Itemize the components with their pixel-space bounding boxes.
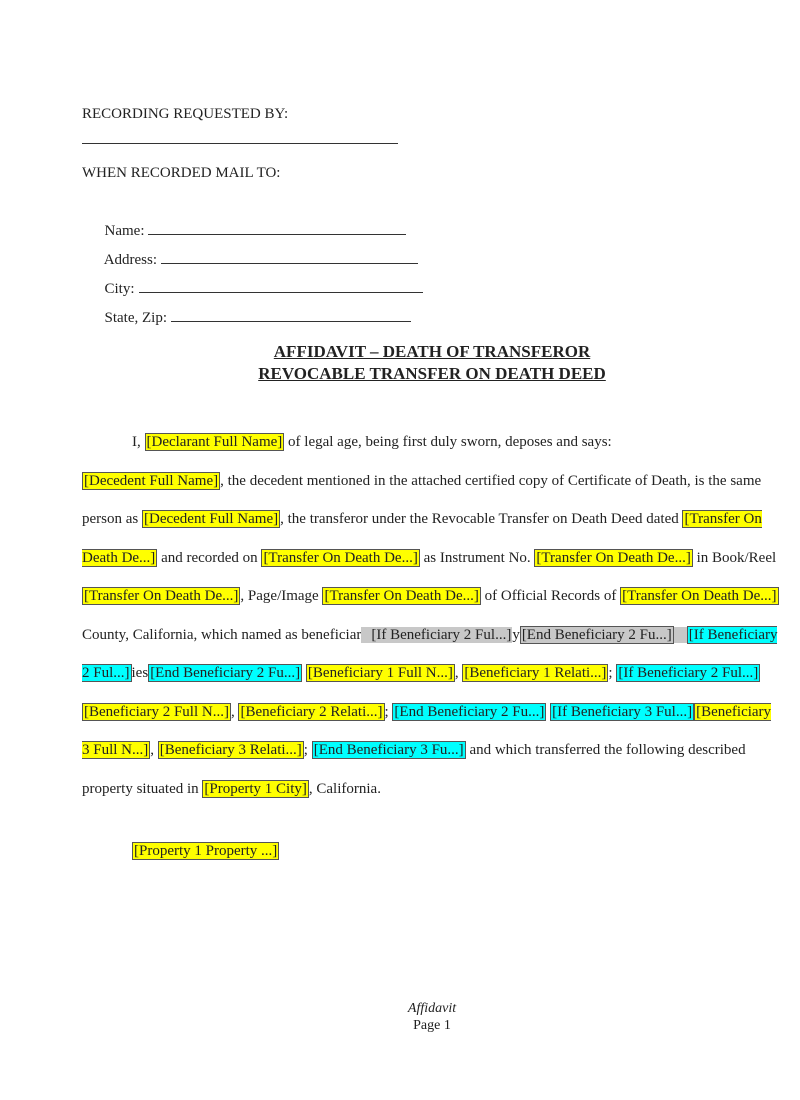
- recording-requested-blank: [82, 129, 398, 144]
- field-property-description[interactable]: [Property 1 Property ...]: [134, 843, 278, 859]
- recording-requested-label: RECORDING REQUESTED BY:: [82, 106, 289, 122]
- body-text: in Book/Reel: [692, 549, 777, 566]
- when-recorded-label: WHEN RECORDED MAIL TO:: [82, 165, 281, 181]
- field-tod-date[interactable]: [Transfer On Death De...]: [82, 511, 762, 566]
- body-text: and recorded on: [157, 549, 262, 566]
- state-zip-label: State, Zip:: [104, 310, 167, 326]
- document-title-line2: REVOCABLE TRANSFER ON DEATH DEED: [258, 364, 606, 383]
- body-text: ;: [608, 665, 617, 681]
- body-text: County, California, which named as beneficiar: [82, 626, 362, 643]
- body-text: of legal age, being first duly sworn, deposes and says:: [284, 434, 612, 450]
- field-end-beneficiary2[interactable]: [End Beneficiary 2 Fu...]: [394, 703, 545, 720]
- name-row: [82, 188, 423, 239]
- property-description: [132, 843, 279, 860]
- body-text: , Page/Image: [240, 588, 323, 604]
- field-beneficiary3-name[interactable]: [Beneficiary 3 Full N...]: [82, 703, 772, 758]
- field-if-beneficiary2[interactable]: [If Beneficiary 2 Ful...]: [618, 665, 759, 681]
- name-blank: [148, 220, 406, 235]
- field-end-beneficiary2[interactable]: [End Beneficiary 2 Fu...]: [150, 665, 301, 681]
- field-tod-instrument[interactable]: [Transfer On Death De...]: [536, 549, 691, 566]
- body-text: , California.: [308, 780, 381, 797]
- gray-spacer: [674, 627, 687, 643]
- field-property-city[interactable]: [Property 1 City]: [204, 780, 307, 797]
- affidavit-body: [82, 423, 782, 808]
- body-text: and which transferred the following described property situated in: [82, 742, 746, 797]
- field-if-beneficiary2-gray[interactable]: [If Beneficiary 2 Ful...]: [361, 627, 512, 643]
- body-text: ies: [131, 665, 149, 681]
- body-text: ;: [303, 742, 312, 758]
- field-if-beneficiary2[interactable]: [If Beneficiary 2 Ful...]: [82, 626, 778, 681]
- oath-paragraph: [82, 423, 782, 462]
- field-end-beneficiary3[interactable]: [End Beneficiary 3 Fu...]: [313, 742, 464, 758]
- field-end-beneficiary2-gray[interactable]: [End Beneficiary 2 Fu...]: [521, 626, 672, 643]
- body-text: y: [512, 626, 520, 643]
- document-title-line1: AFFIDAVIT – DEATH OF TRANSFEROR: [273, 342, 591, 361]
- field-beneficiary1-name[interactable]: [Beneficiary 1 Full N...]: [307, 665, 453, 681]
- body-text: , the transferor under the Revocable Transfer on Death Deed dated: [280, 511, 683, 527]
- address-blank: [161, 249, 418, 264]
- statement-paragraph: [82, 462, 782, 809]
- body-text: ,: [230, 703, 239, 720]
- field-beneficiary3-relation[interactable]: [Beneficiary 3 Relati...]: [159, 742, 302, 758]
- body-text: as Instrument No.: [419, 549, 535, 566]
- field-beneficiary2-relation[interactable]: [Beneficiary 2 Relati...]: [240, 703, 383, 720]
- footer-page-number: Page 1: [413, 1018, 451, 1033]
- body-text: I,: [132, 434, 145, 450]
- field-beneficiary2-name[interactable]: [Beneficiary 2 Full N...]: [84, 703, 229, 720]
- body-text: ,: [454, 665, 463, 681]
- state-zip-blank: [171, 307, 411, 322]
- name-label: Name:: [104, 223, 145, 239]
- field-beneficiary1-relation[interactable]: [Beneficiary 1 Relati...]: [464, 665, 607, 681]
- address-label: Address:: [103, 252, 158, 268]
- field-tod-recorded[interactable]: [Transfer On Death De...]: [263, 549, 418, 566]
- field-if-beneficiary3[interactable]: [If Beneficiary 3 Ful...]: [552, 703, 693, 720]
- field-tod-county[interactable]: [Transfer On Death De...]: [622, 588, 777, 604]
- city-blank: [139, 278, 423, 293]
- field-decedent-name[interactable]: [Decedent Full Name]: [84, 472, 219, 489]
- field-declarant-name[interactable]: [Declarant Full Name]: [146, 434, 283, 450]
- body-text: ;: [384, 703, 393, 720]
- body-text: , the decedent mentioned in the attached certified copy of Certificate of Death, is the same person as: [82, 472, 762, 527]
- field-tod-book[interactable]: [Transfer On Death De...]: [84, 588, 239, 604]
- city-label: City:: [104, 281, 135, 297]
- body-text: of Official Records of: [480, 588, 621, 604]
- field-tod-page[interactable]: [Transfer On Death De...]: [324, 588, 479, 604]
- page-footer: [0, 1000, 800, 1034]
- recording-header: [82, 100, 423, 326]
- body-text: ,: [150, 742, 158, 758]
- field-decedent-name[interactable]: [Decedent Full Name]: [144, 511, 279, 527]
- footer-doc-name: Affidavit: [407, 1001, 457, 1016]
